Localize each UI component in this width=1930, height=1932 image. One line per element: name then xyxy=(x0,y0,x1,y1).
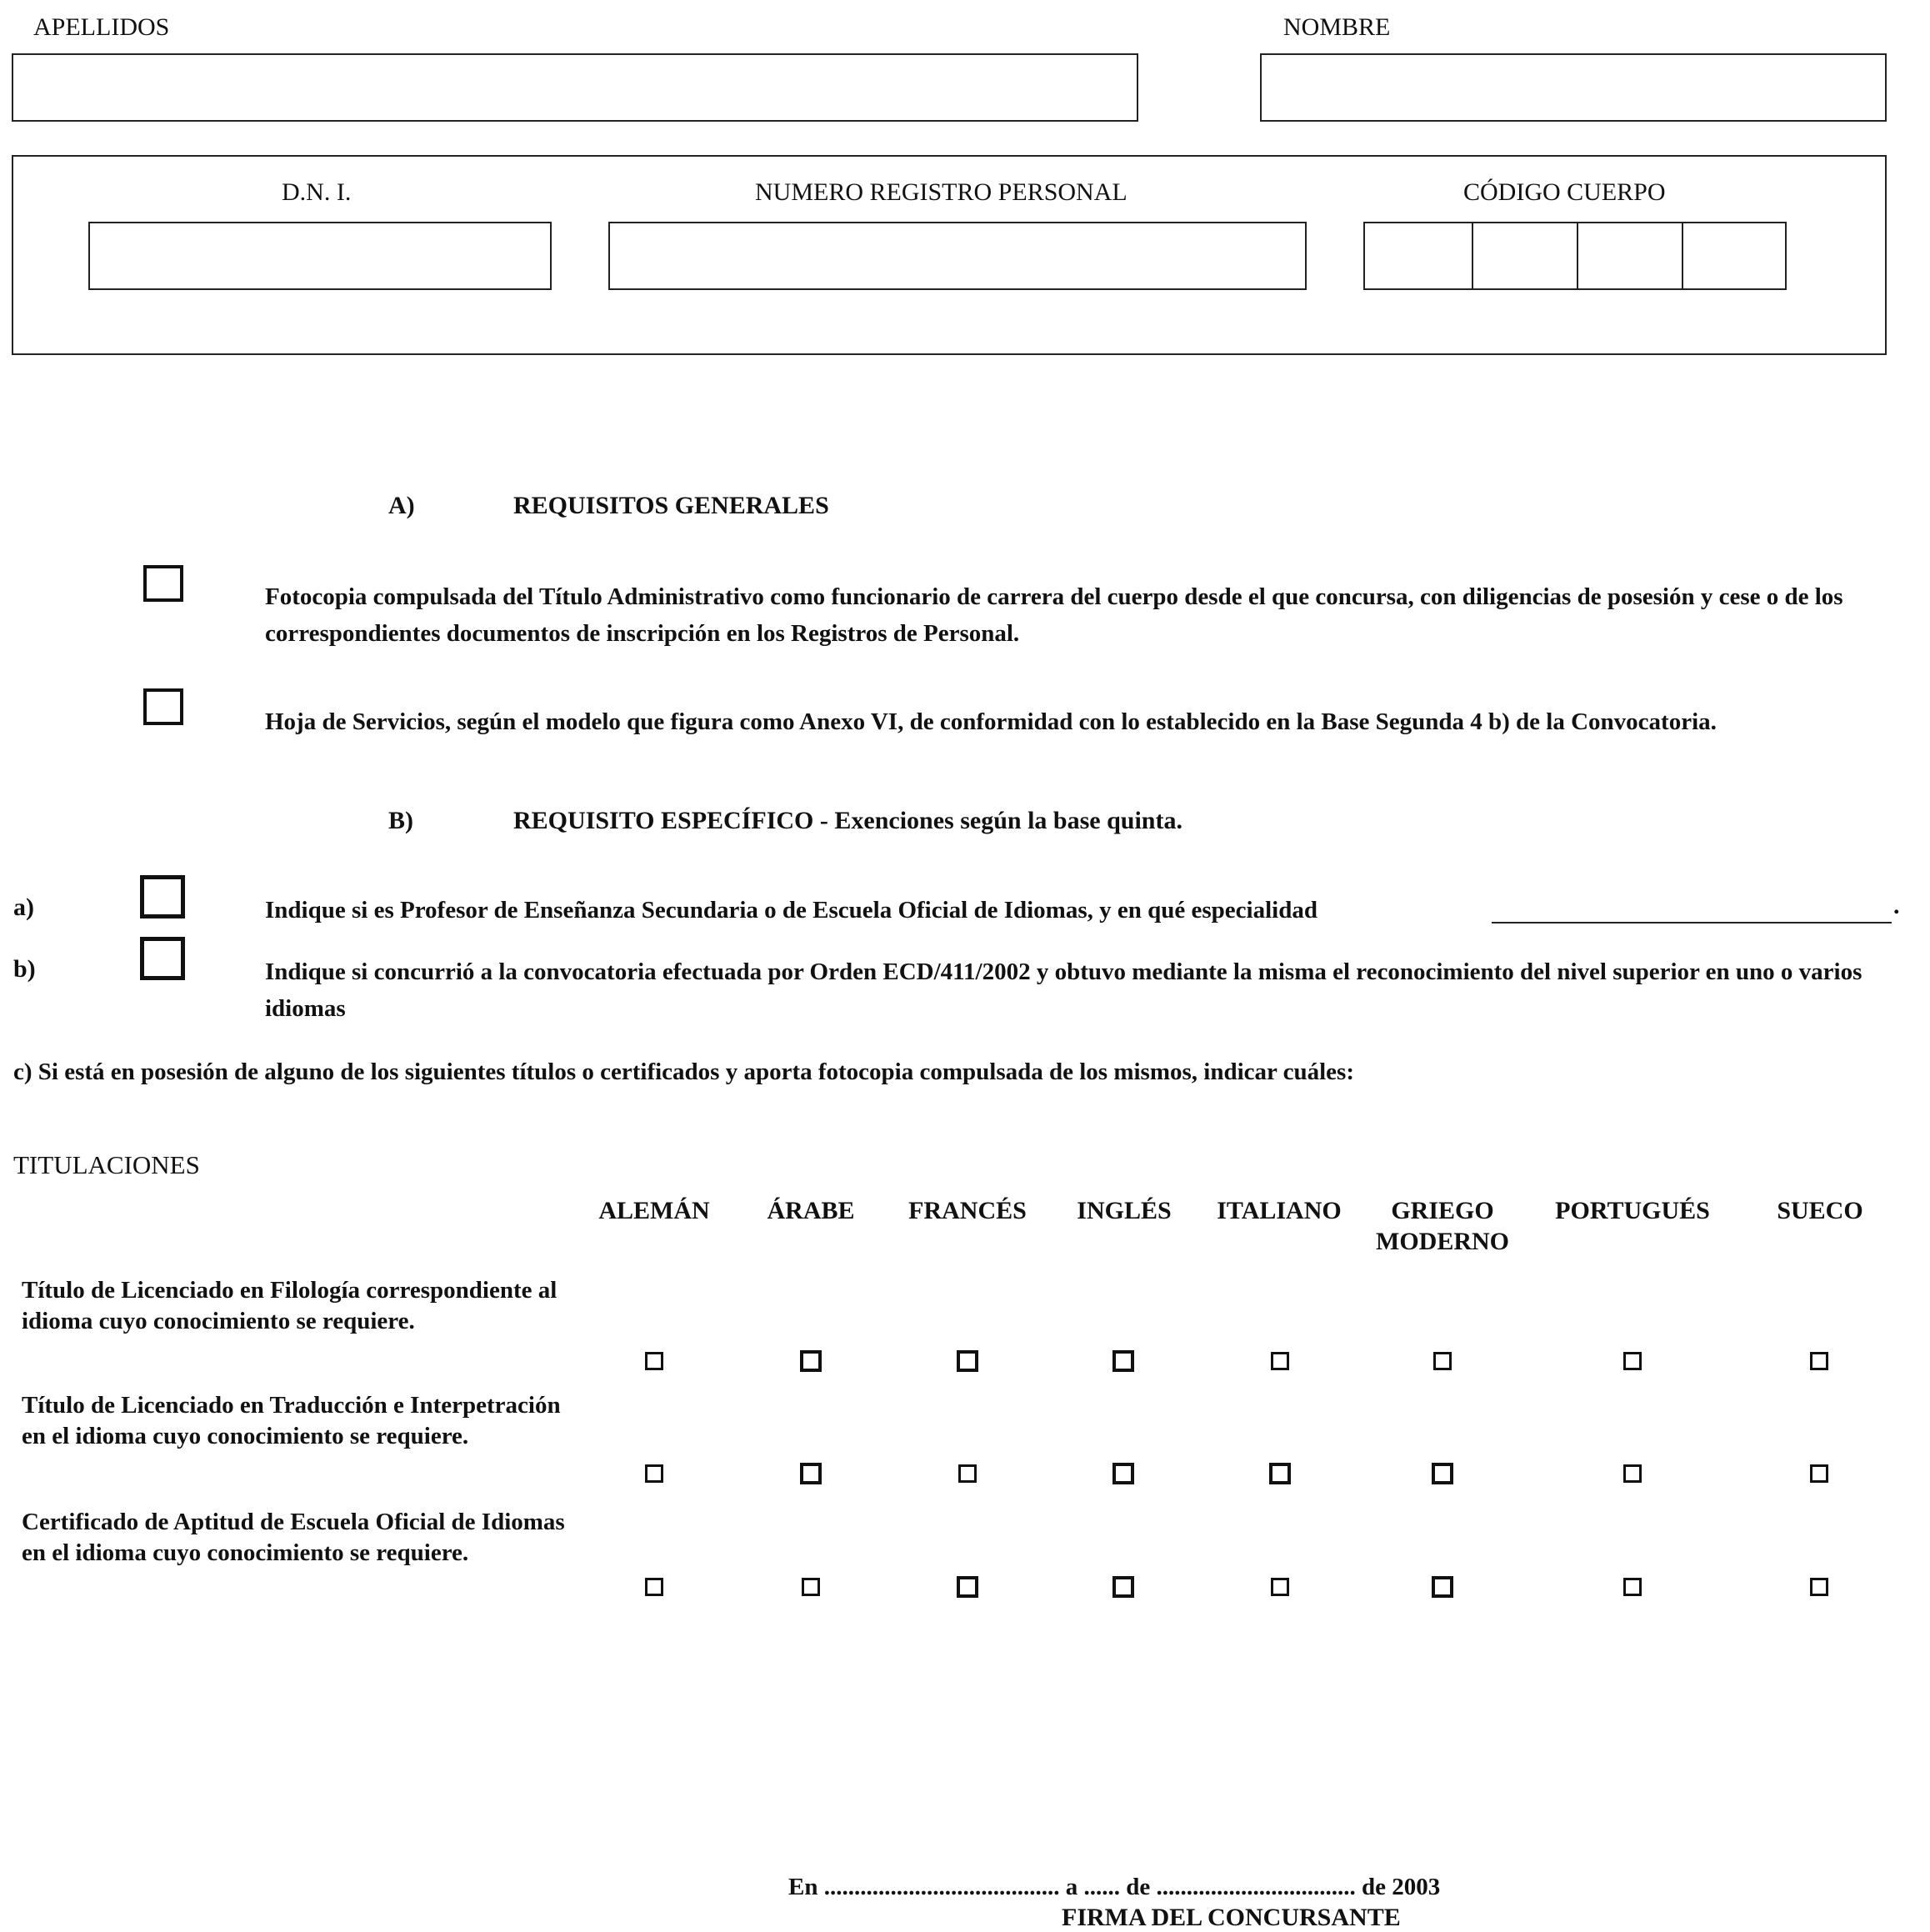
checkbox-filologia-sueco[interactable] xyxy=(1810,1352,1828,1370)
nombre-label: NOMBRE xyxy=(1283,13,1391,41)
section-a-title: REQUISITOS GENERALES xyxy=(513,492,829,519)
checkbox-certificado-griego[interactable] xyxy=(1432,1576,1453,1598)
nrp-field[interactable] xyxy=(608,222,1307,290)
titulo-row-label-filologia: Título de Licenciado en Filología correspondiente al idioma cuyo conocimiento se requiere. xyxy=(22,1277,558,1334)
checkbox-traduccion-griego[interactable] xyxy=(1432,1463,1453,1484)
checkbox-filologia-portugues[interactable] xyxy=(1623,1352,1642,1370)
codigo-cell-divider xyxy=(1577,223,1578,288)
req-general-2-text: Hoja de Servicios, según el modelo que figura como Anexo VI, de conformidad con lo establecido en la Base Segunda 4 b) de la Convocatoria. xyxy=(265,708,1717,735)
item-a-text: Indique si es Profesor de Enseñanza Secundaria o de Escuela Oficial de Idiomas, y en qué especialidad xyxy=(265,897,1318,923)
lang-italiano: ITALIANO xyxy=(1217,1197,1342,1224)
checkbox-filologia-ingles[interactable] xyxy=(1112,1350,1134,1372)
dni-field[interactable] xyxy=(88,222,552,290)
date-line: En ....................................... a ...... de ................................. de 2003 xyxy=(788,1874,1441,1900)
checkbox-traduccion-portugues[interactable] xyxy=(1623,1464,1642,1483)
titulo-row-label-certificado: Certificado de Aptitud de Escuela Oficial de Idiomas en el idioma cuyo conocimiento se requiere. xyxy=(22,1509,565,1566)
section-a-letter: A) xyxy=(388,492,415,519)
checkbox-certificado-sueco[interactable] xyxy=(1810,1578,1828,1596)
checkbox-traduccion-frances[interactable] xyxy=(958,1464,977,1483)
checkbox-traduccion-aleman[interactable] xyxy=(645,1464,663,1483)
identification-box xyxy=(12,155,1887,355)
item-a-marker: a) xyxy=(13,893,34,921)
section-b-letter: B) xyxy=(388,807,413,834)
lang-sueco: SUECO xyxy=(1777,1197,1863,1224)
item-b-checkbox[interactable] xyxy=(140,937,185,980)
checkbox-traduccion-ingles[interactable] xyxy=(1112,1463,1134,1484)
checkbox-certificado-italiano[interactable] xyxy=(1271,1578,1289,1596)
checkbox-filologia-griego[interactable] xyxy=(1433,1352,1452,1370)
apellidos-field[interactable] xyxy=(12,53,1138,122)
lang-ingles: INGLÉS xyxy=(1077,1197,1172,1224)
req-general-1-checkbox[interactable] xyxy=(143,565,183,602)
checkbox-filologia-frances[interactable] xyxy=(957,1350,978,1372)
codigo-cuerpo-label: CÓDIGO CUERPO xyxy=(1463,178,1666,206)
checkbox-certificado-ingles[interactable] xyxy=(1112,1576,1134,1598)
checkbox-certificado-frances[interactable] xyxy=(957,1576,978,1598)
codigo-cuerpo-field[interactable] xyxy=(1363,222,1787,290)
dni-label: D.N. I. xyxy=(282,178,352,206)
checkbox-certificado-aleman[interactable] xyxy=(645,1578,663,1596)
item-a-checkbox[interactable] xyxy=(140,875,185,918)
lang-frances: FRANCÉS xyxy=(908,1197,1027,1224)
nrp-label: NUMERO REGISTRO PERSONAL xyxy=(755,178,1128,206)
especialidad-line[interactable] xyxy=(1492,922,1892,923)
req-general-1-text: Fotocopia compulsada del Título Administrativo como funcionario de carrera del cuerpo desde el que concursa, con diligencias de posesión y cese o de los correspondientes documentos de inscripción en los Registros de Personal. xyxy=(265,583,1843,647)
lang-arabe: ÁRABE xyxy=(767,1197,855,1224)
checkbox-traduccion-italiano[interactable] xyxy=(1269,1463,1291,1484)
req-general-2-checkbox[interactable] xyxy=(143,688,183,725)
checkbox-traduccion-sueco[interactable] xyxy=(1810,1464,1828,1483)
titulo-row-label-traduccion: Título de Licenciado en Traducción e Interpetración en el idioma cuyo conocimiento se requiere. xyxy=(22,1392,561,1449)
titulaciones-heading: TITULACIONES xyxy=(13,1150,200,1179)
checkbox-filologia-italiano[interactable] xyxy=(1271,1352,1289,1370)
codigo-cell-divider xyxy=(1472,223,1473,288)
checkbox-filologia-arabe[interactable] xyxy=(800,1350,822,1372)
checkbox-certificado-arabe[interactable] xyxy=(802,1578,820,1596)
item-a-end: . xyxy=(1893,892,1900,919)
item-c-text: c) Si está en posesión de alguno de los siguientes títulos o certificados y aporta fotocopia compulsada de los mismos, indicar cuáles: xyxy=(13,1059,1354,1085)
nombre-field[interactable] xyxy=(1260,53,1887,122)
checkbox-certificado-portugues[interactable] xyxy=(1623,1578,1642,1596)
checkbox-filologia-aleman[interactable] xyxy=(645,1352,663,1370)
section-b-title: REQUISITO ESPECÍFICO - Exenciones según la base quinta. xyxy=(513,807,1182,834)
checkbox-traduccion-arabe[interactable] xyxy=(800,1463,822,1484)
lang-griego-moderno: GRIEGO MODERNO xyxy=(1376,1197,1509,1255)
item-b-text: Indique si concurrió a la convocatoria efectuada por Orden ECD/411/2002 y obtuvo mediante la misma el reconocimiento del nivel superior en uno o varios idiomas xyxy=(265,958,1862,1022)
signature-label: FIRMA DEL CONCURSANTE xyxy=(1062,1904,1401,1931)
apellidos-label: APELLIDOS xyxy=(33,13,170,41)
lang-aleman: ALEMÁN xyxy=(598,1197,710,1224)
item-b-marker: b) xyxy=(13,955,36,983)
codigo-cell-divider xyxy=(1682,223,1683,288)
lang-portugues: PORTUGUÉS xyxy=(1555,1197,1710,1224)
